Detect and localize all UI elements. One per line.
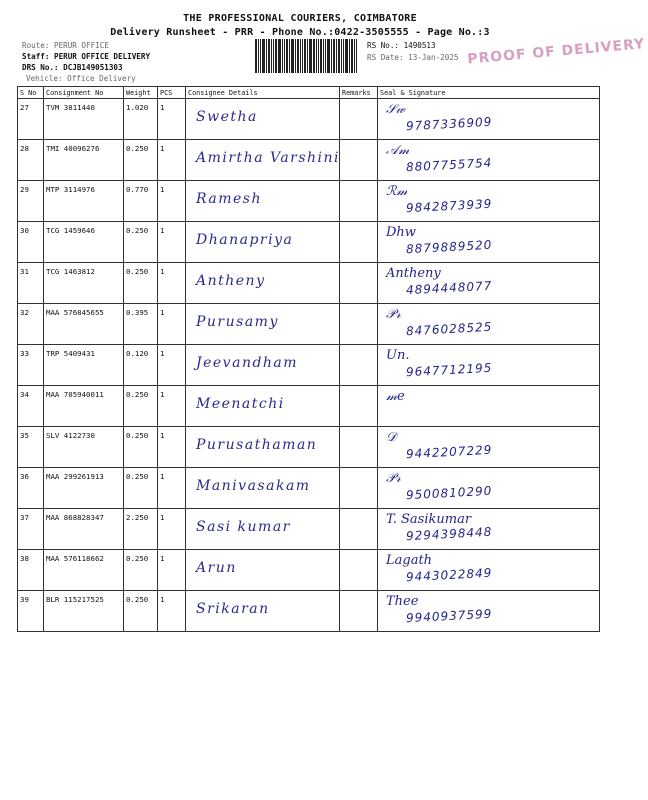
table-row [18, 140, 600, 181]
pcs-cell: 1 [158, 468, 186, 509]
consignee-name: Ramesh [196, 191, 262, 207]
staff-text: Staff: PERUR OFFICE DELIVERY [22, 52, 151, 61]
table-row [18, 99, 600, 140]
signature-cell [378, 591, 600, 632]
remarks-cell [340, 181, 378, 222]
rs-number-text: RS No.: 1490513 [367, 41, 436, 50]
weight-cell: 0.120 [124, 345, 158, 386]
table-row [18, 263, 600, 304]
consignment-cell: TCG 1459646 [44, 222, 124, 263]
signature: ℛ𝓂 [386, 184, 408, 199]
signature: 𝒫𝓇 [386, 307, 401, 322]
sno-cell: 33 [18, 345, 44, 386]
consignee-cell [186, 99, 340, 140]
consignee-cell [186, 509, 340, 550]
consignee-cell [186, 427, 340, 468]
sno-cell: 31 [18, 263, 44, 304]
consignee-cell [186, 140, 340, 181]
consignee-name: Purusamy [196, 314, 279, 330]
barcode [255, 39, 365, 73]
signature-phone: 9940937599 [405, 606, 493, 626]
consignee-name: Antheny [196, 273, 266, 289]
signature-cell [378, 304, 600, 345]
signature-cell [378, 140, 600, 181]
remarks-cell [340, 468, 378, 509]
consignment-cell: TRP 5409431 [44, 345, 124, 386]
signature: Un. [386, 348, 410, 363]
consignment-cell: MAA 868828347 [44, 509, 124, 550]
consignee-name: Jeevandham [196, 355, 299, 371]
signature-cell [378, 509, 600, 550]
table-row [18, 386, 600, 427]
remarks-cell [340, 99, 378, 140]
table-row [18, 181, 600, 222]
sno-cell: 27 [18, 99, 44, 140]
signature-phone: 8879889520 [405, 237, 493, 257]
signature: Dhw [386, 225, 416, 240]
consignee-cell [186, 222, 340, 263]
signature-cell [378, 386, 600, 427]
consignee-name: Amirtha Varshini [196, 150, 341, 166]
signature-phone: 9443022849 [405, 565, 493, 585]
runsheet-table [17, 86, 600, 632]
weight-cell: 0.250 [124, 468, 158, 509]
col-header-pcs: PCS [158, 87, 186, 99]
signature-cell [378, 468, 600, 509]
pcs-cell: 1 [158, 386, 186, 427]
weight-cell: 0.250 [124, 263, 158, 304]
table-row [18, 550, 600, 591]
sno-cell: 30 [18, 222, 44, 263]
consignee-name: Manivasakam [196, 478, 311, 494]
signature-cell [378, 427, 600, 468]
signature-phone: 9442207229 [405, 442, 493, 462]
signature-phone: 9787336909 [405, 114, 493, 134]
pcs-cell: 1 [158, 181, 186, 222]
pcs-cell: 1 [158, 550, 186, 591]
consignment-cell: TCG 1463812 [44, 263, 124, 304]
pcs-cell: 1 [158, 222, 186, 263]
consignment-cell: TVM 3811440 [44, 99, 124, 140]
consignee-cell [186, 181, 340, 222]
consignment-cell: MAA 576118662 [44, 550, 124, 591]
signature: 𝒜𝓂 [386, 143, 410, 158]
consignee-cell [186, 468, 340, 509]
remarks-cell [340, 263, 378, 304]
weight-cell: 0.250 [124, 550, 158, 591]
weight-cell: 1.020 [124, 99, 158, 140]
company-title: THE PROFESSIONAL COURIERS, COIMBATORE [183, 13, 417, 24]
consignee-cell [186, 345, 340, 386]
signature-phone: 9500810290 [405, 483, 493, 503]
consignee-name: Sasi kumar [196, 519, 291, 535]
delivery-stamp: PROOF OF DELIVERY [466, 36, 646, 68]
signature-cell [378, 263, 600, 304]
pcs-cell: 1 [158, 509, 186, 550]
signature: Antheny [386, 266, 441, 281]
remarks-cell [340, 222, 378, 263]
signature: Lagath [386, 553, 433, 568]
sno-cell: 29 [18, 181, 44, 222]
signature-cell [378, 550, 600, 591]
weight-cell: 0.250 [124, 140, 158, 181]
signature-phone: 9842873939 [405, 196, 493, 216]
consignment-cell: MAA 299261913 [44, 468, 124, 509]
col-header-remarks: Remarks [340, 87, 378, 99]
table-row [18, 509, 600, 550]
remarks-cell [340, 550, 378, 591]
signature-cell [378, 99, 600, 140]
weight-cell: 0.250 [124, 427, 158, 468]
consignee-cell [186, 550, 340, 591]
route-text: Route: PERUR OFFICE [22, 41, 109, 50]
consignee-name: Arun [196, 560, 237, 576]
consignment-cell: MTP 3114976 [44, 181, 124, 222]
weight-cell: 0.250 [124, 591, 158, 632]
signature: 𝒮𝓌 [386, 102, 406, 117]
consignment-cell: SLV 4122730 [44, 427, 124, 468]
col-header-signature: Seal & Signature [378, 87, 600, 99]
table-row [18, 304, 600, 345]
sno-cell: 32 [18, 304, 44, 345]
table-row [18, 345, 600, 386]
table-row [18, 427, 600, 468]
weight-cell: 0.250 [124, 386, 158, 427]
col-header-sno: S No [18, 87, 44, 99]
remarks-cell [340, 345, 378, 386]
weight-cell: 2.250 [124, 509, 158, 550]
sno-cell: 38 [18, 550, 44, 591]
remarks-cell [340, 140, 378, 181]
col-header-weight: Weight [124, 87, 158, 99]
consignee-name: Purusathaman [196, 437, 318, 453]
remarks-cell [340, 591, 378, 632]
signature-phone: 8476028525 [405, 319, 493, 339]
sno-cell: 37 [18, 509, 44, 550]
consignee-name: Dhanapriya [196, 232, 294, 248]
signature: 𝓂𝑒 [386, 389, 405, 404]
consignee-name: Swetha [196, 109, 258, 125]
weight-cell: 0.250 [124, 222, 158, 263]
signature: 𝒟 [386, 430, 397, 445]
signature-phone: 8807755754 [405, 155, 493, 175]
consignee-cell [186, 263, 340, 304]
signature: 𝒫𝓇 [386, 471, 401, 486]
signature-phone: 9647712195 [405, 360, 493, 380]
signature-cell [378, 345, 600, 386]
consignee-cell [186, 591, 340, 632]
runsheet-title: Delivery Runsheet - PRR - Phone No.:0422-3505555 - Page No.:3 [110, 27, 490, 38]
remarks-cell [340, 386, 378, 427]
signature-phone: 4894448077 [405, 278, 493, 298]
sno-cell: 36 [18, 468, 44, 509]
pcs-cell: 1 [158, 263, 186, 304]
signature: T. Sasikumar [386, 512, 472, 527]
pcs-cell: 1 [158, 304, 186, 345]
table-header-row [18, 87, 600, 99]
pcs-cell: 1 [158, 99, 186, 140]
consignee-cell [186, 386, 340, 427]
pcs-cell: 1 [158, 591, 186, 632]
signature: Thee [386, 594, 419, 609]
table-row [18, 468, 600, 509]
sno-cell: 34 [18, 386, 44, 427]
consignment-cell: MAA 705940011 [44, 386, 124, 427]
col-header-consignee: Consignee Details [186, 87, 340, 99]
consignment-cell: BLR 115217525 [44, 591, 124, 632]
sno-cell: 39 [18, 591, 44, 632]
rs-date-text: RS Date: 13-Jan-2025 [367, 53, 459, 62]
consignment-cell: MAA 576845655 [44, 304, 124, 345]
consignment-cell: TMI 40096276 [44, 140, 124, 181]
vehicle-text: Vehicle: Office Delivery [26, 74, 136, 83]
table-row [18, 222, 600, 263]
table-row [18, 591, 600, 632]
pcs-cell: 1 [158, 140, 186, 181]
sno-cell: 28 [18, 140, 44, 181]
pcs-cell: 1 [158, 345, 186, 386]
remarks-cell [340, 427, 378, 468]
remarks-cell [340, 304, 378, 345]
weight-cell: 0.770 [124, 181, 158, 222]
signature-phone: 9294398448 [405, 524, 493, 544]
pcs-cell: 1 [158, 427, 186, 468]
weight-cell: 0.395 [124, 304, 158, 345]
consignee-cell [186, 304, 340, 345]
drs-number-text: DRS No.: DCJB149051303 [22, 63, 123, 72]
signature-cell [378, 181, 600, 222]
col-header-consignment: Consignment No [44, 87, 124, 99]
consignee-name: Meenatchi [196, 396, 285, 412]
sno-cell: 35 [18, 427, 44, 468]
consignee-name: Srikaran [196, 601, 270, 617]
remarks-cell [340, 509, 378, 550]
signature-cell [378, 222, 600, 263]
